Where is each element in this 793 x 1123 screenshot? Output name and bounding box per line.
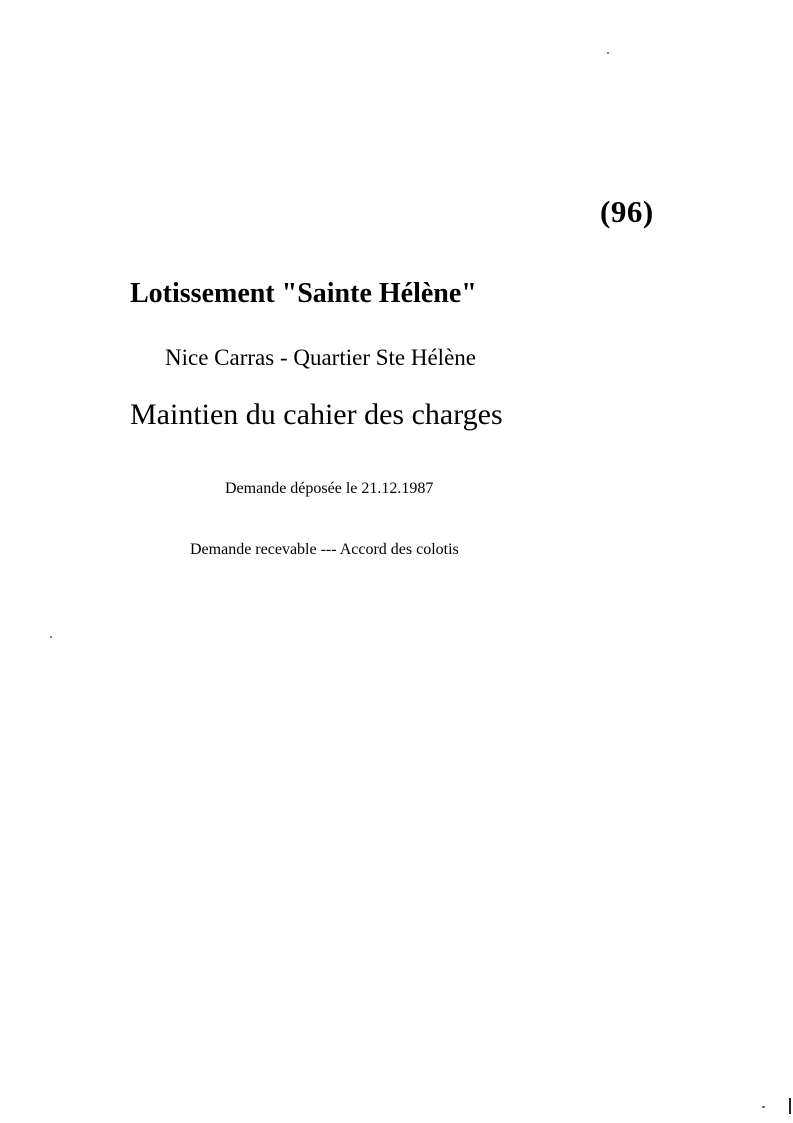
request-date: Demande déposée le 21.12.1987 bbox=[225, 480, 434, 497]
request-status: Demande recevable --- Accord des colotis bbox=[190, 541, 459, 558]
scan-edge-mark bbox=[789, 1098, 791, 1114]
scan-speck bbox=[607, 52, 609, 54]
document-location: Nice Carras - Quartier Ste Hélène bbox=[165, 345, 476, 370]
document-number: (96) bbox=[600, 194, 654, 229]
document-subject: Maintien du cahier des charges bbox=[130, 398, 503, 431]
scan-speck bbox=[762, 1106, 765, 1108]
scan-speck bbox=[50, 636, 52, 638]
document-title: Lotissement "Sainte Hélène" bbox=[130, 278, 477, 309]
